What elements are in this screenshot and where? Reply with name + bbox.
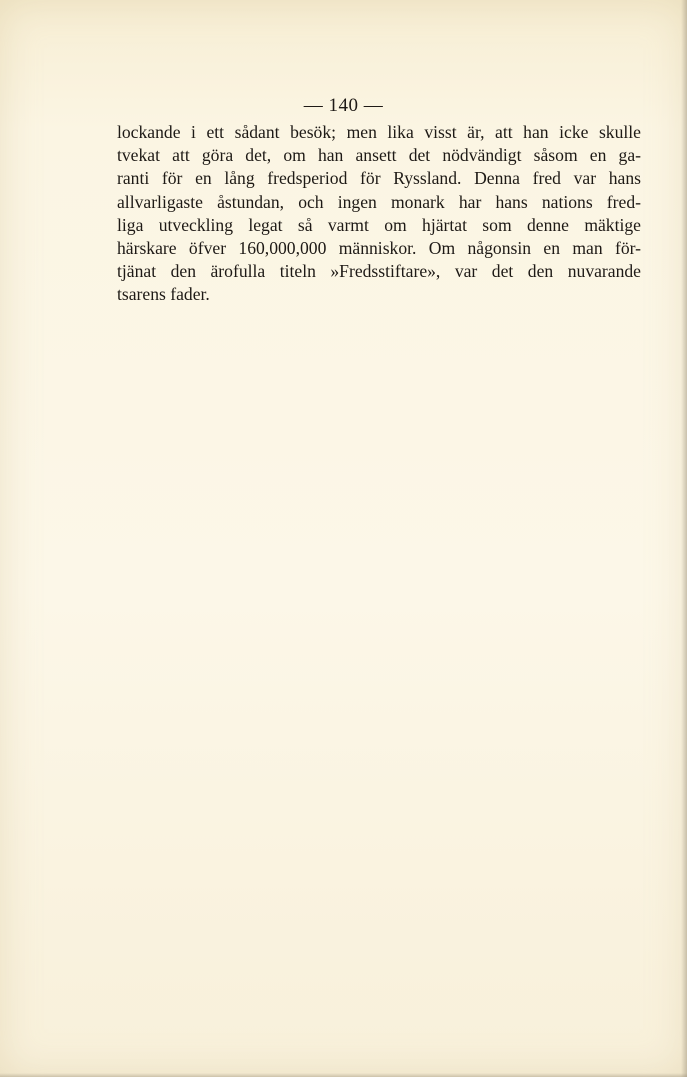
- text-line: allvarligaste åstundan, och ingen monark har hans nations fred-: [117, 191, 641, 212]
- text-line: liga utveckling legat så varmt om hjärtat som denne mäktige: [117, 214, 641, 235]
- page-edge-shadow-bottom: [0, 1073, 687, 1077]
- text-line: tjänat den ärofulla titeln »Fredsstiftare», var det den nuvarande: [117, 261, 641, 282]
- text-line: ranti för en lång fredsperiod för Ryssland. Denna fred var hans: [117, 168, 641, 189]
- text-line: härskare öfver 160,000,000 människor. Om någonsin en man för-: [117, 238, 641, 259]
- text-line: tvekat att göra det, om han ansett det nödvändigt såsom en ga-: [117, 145, 641, 166]
- page-edge-shadow: [681, 0, 687, 1077]
- page-number: — 140 —: [303, 95, 384, 116]
- text-line: lockande i ett sådant besök; men lika visst är, att han icke skulle: [117, 122, 641, 142]
- text-line: tsarens fader.: [117, 284, 210, 305]
- body-paragraph: [117, 121, 641, 307]
